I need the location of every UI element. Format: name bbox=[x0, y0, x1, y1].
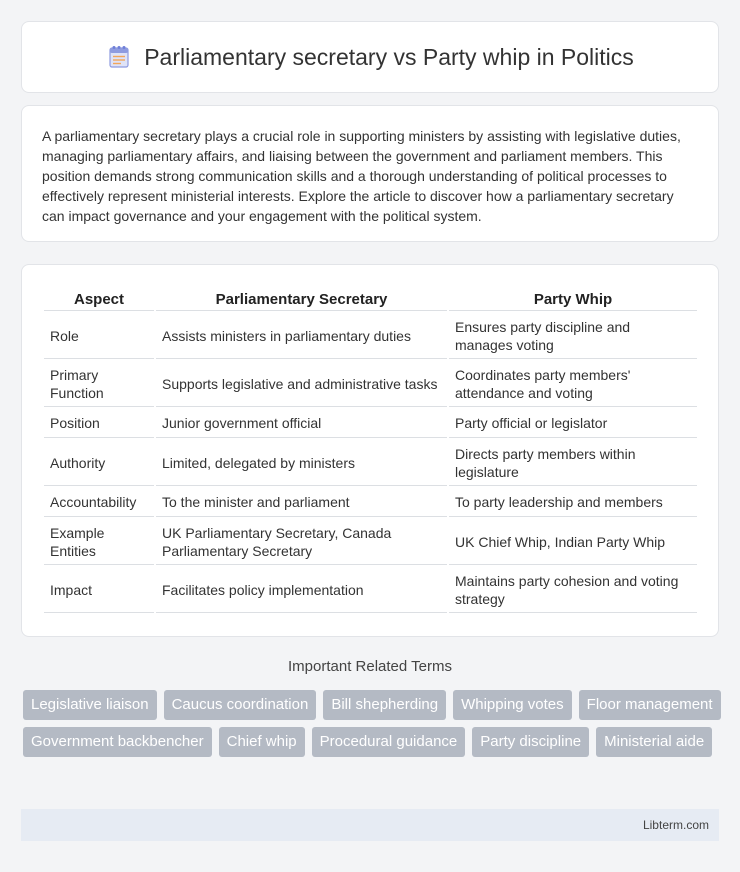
table-row bbox=[44, 488, 697, 517]
table-cell: Primary Function bbox=[44, 361, 154, 407]
document-icon bbox=[106, 44, 132, 70]
table-row bbox=[44, 313, 697, 359]
footer bbox=[21, 809, 719, 841]
table-cell: UK Chief Whip, Indian Party Whip bbox=[449, 519, 697, 565]
table-cell: Facilitates policy implementation bbox=[156, 567, 447, 613]
table-cell: Directs party members within legislature bbox=[449, 440, 697, 486]
table-header-row bbox=[44, 287, 697, 311]
related-term-tag[interactable]: Ministerial aide bbox=[596, 727, 712, 757]
related-term-tag[interactable]: Whipping votes bbox=[453, 690, 572, 720]
table-cell: Coordinates party members' attendance and voting bbox=[449, 361, 697, 407]
related-term-tag[interactable]: Chief whip bbox=[219, 727, 305, 757]
table-cell: Role bbox=[44, 313, 154, 359]
table-cell: Junior government official bbox=[156, 409, 447, 438]
related-term-tag[interactable]: Caucus coordination bbox=[164, 690, 317, 720]
table-row bbox=[44, 567, 697, 613]
related-term-tag[interactable]: Floor management bbox=[579, 690, 721, 720]
table-cell: Example Entities bbox=[44, 519, 154, 565]
related-terms-tags bbox=[23, 690, 723, 757]
table-row bbox=[44, 361, 697, 407]
table-cell: Ensures party discipline and manages voting bbox=[449, 313, 697, 359]
table-cell: Limited, delegated by ministers bbox=[156, 440, 447, 486]
intro-text: A parliamentary secretary plays a crucial role in supporting ministers by assisting with legislative duties, managing parliamentary affairs, and liaising between the government and parliament members. This position demands strong communication skills and a thorough understanding of political processes to effectively represent ministerial interests. Explore the article to discover how a parliamentary secretary can impact governance and your engagement with the political system. bbox=[42, 128, 681, 224]
intro-card bbox=[21, 105, 719, 242]
comparison-table-card bbox=[21, 264, 719, 637]
table-cell: Supports legislative and administrative tasks bbox=[156, 361, 447, 407]
table-row bbox=[44, 519, 697, 565]
related-term-tag[interactable]: Party discipline bbox=[472, 727, 589, 757]
related-term-tag[interactable]: Legislative liaison bbox=[23, 690, 157, 720]
table-cell: Assists ministers in parliamentary duties bbox=[156, 313, 447, 359]
table-row bbox=[44, 409, 697, 438]
table-cell: Authority bbox=[44, 440, 154, 486]
table-cell: Maintains party cohesion and voting strategy bbox=[449, 567, 697, 613]
title-card bbox=[21, 21, 719, 93]
table-cell: To the minister and parliament bbox=[156, 488, 447, 517]
table-header-aspect: Aspect bbox=[44, 287, 154, 311]
related-terms-title: Important Related Terms bbox=[288, 658, 452, 675]
table-cell: UK Parliamentary Secretary, Canada Parliamentary Secretary bbox=[156, 519, 447, 565]
comparison-table bbox=[42, 285, 699, 615]
table-cell: Party official or legislator bbox=[449, 409, 697, 438]
table-cell: Position bbox=[44, 409, 154, 438]
table-cell: Impact bbox=[44, 567, 154, 613]
table-cell: To party leadership and members bbox=[449, 488, 697, 517]
footer-site-link[interactable]: Libterm.com bbox=[642, 818, 709, 832]
related-term-tag[interactable]: Bill shepherding bbox=[323, 690, 446, 720]
table-header-party-whip: Party Whip bbox=[449, 287, 697, 311]
related-term-tag[interactable]: Procedural guidance bbox=[312, 727, 466, 757]
table-row bbox=[44, 440, 697, 486]
table-header-parliamentary-secretary: Parliamentary Secretary bbox=[156, 287, 447, 311]
related-term-tag[interactable]: Government backbencher bbox=[23, 727, 212, 757]
table-cell: Accountability bbox=[44, 488, 154, 517]
page-title: Parliamentary secretary vs Party whip in Politics bbox=[144, 43, 634, 70]
